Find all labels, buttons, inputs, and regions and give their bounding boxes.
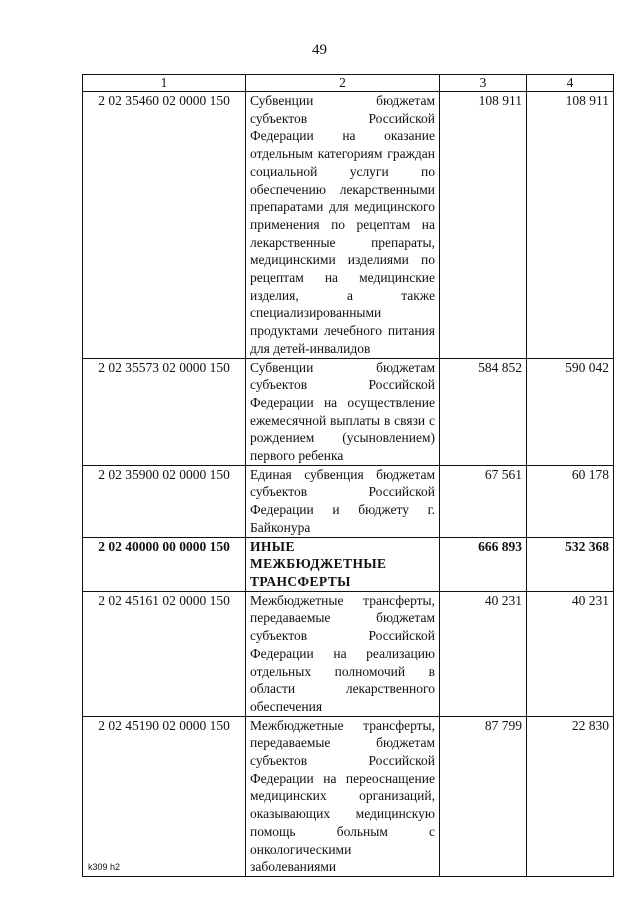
row-value-col4: 108 911 (527, 92, 614, 359)
table-row (83, 465, 614, 537)
row-value-col4: 40 231 (527, 591, 614, 716)
row-value-col4: 590 042 (527, 358, 614, 465)
table-row (83, 716, 614, 876)
table-row (83, 92, 614, 359)
table-row-section-total (83, 537, 614, 591)
row-code: 2 02 40000 00 0000 150 (83, 537, 246, 591)
row-value-col4: 22 830 (527, 716, 614, 876)
row-code: 2 02 35573 02 0000 150 (83, 358, 246, 465)
row-code: 2 02 35900 02 0000 150 (83, 465, 246, 537)
document-footer-code: k309 h2 (88, 862, 121, 872)
row-name: ИНЫЕ МЕЖБЮДЖЕТНЫЕ ТРАНСФЕРТЫ (246, 537, 440, 591)
column-header-1: 1 (83, 75, 246, 92)
row-value-col3: 666 893 (440, 537, 527, 591)
row-code: 2 02 35460 02 0000 150 (83, 92, 246, 359)
row-value-col4: 532 368 (527, 537, 614, 591)
row-name: Межбюджетные трансферты, передаваемые бюджетам субъектов Российской Федерации на переоснащение медицинских организаций, оказывающих медицинскую помощь больным с онкологическими заболеваниями (246, 716, 440, 876)
page-number: 49 (312, 42, 327, 58)
row-value-col3: 40 231 (440, 591, 527, 716)
row-code: 2 02 45161 02 0000 150 (83, 591, 246, 716)
column-header-2: 2 (246, 75, 440, 92)
row-name: Единая субвенция бюджетам субъектов Российской Федерации и бюджету г. Байконура (246, 465, 440, 537)
row-name: Субвенции бюджетам субъектов Российской Федерации на осуществление ежемесячной выплаты в связи с рождением (усыновлением) первого ребенка (246, 358, 440, 465)
table-row (83, 358, 614, 465)
row-value-col3: 87 799 (440, 716, 527, 876)
table-row (83, 591, 614, 716)
column-header-3: 3 (440, 75, 527, 92)
table-header-row (83, 75, 614, 92)
column-header-4: 4 (527, 75, 614, 92)
row-code: 2 02 45190 02 0000 150 (83, 716, 246, 876)
budget-table (82, 74, 614, 877)
row-name: Межбюджетные трансферты, передаваемые бюджетам субъектов Российской Федерации на реализацию отдельных полномочий в области лекарственного обеспечения (246, 591, 440, 716)
row-value-col3: 67 561 (440, 465, 527, 537)
row-name: Субвенции бюджетам субъектов Российской Федерации на оказание отдельным категориям граждан социальной услуги по обеспечению лекарственными препаратами для медицинского применения по рецептам на лекарственные препараты, медицинскими изделиями по рецептам на медицинские изделия, а также специализированными продуктами лечебного питания для детей-инвалидов (246, 92, 440, 359)
row-value-col3: 584 852 (440, 358, 527, 465)
row-value-col4: 60 178 (527, 465, 614, 537)
row-value-col3: 108 911 (440, 92, 527, 359)
